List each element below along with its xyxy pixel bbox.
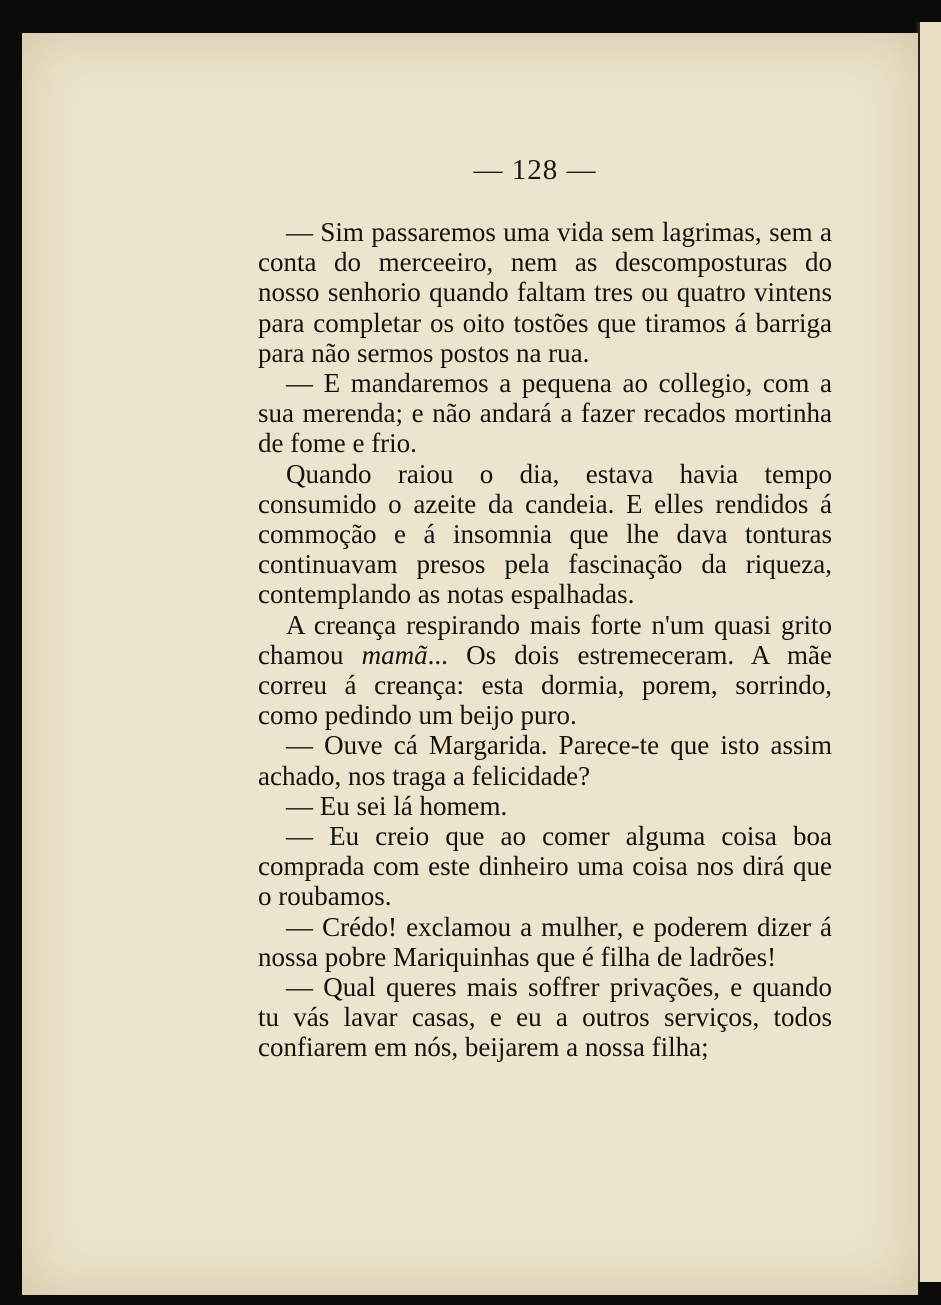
paragraph-4 [258,610,832,731]
paragraph-8: — Crédo! exclamou a mulher, e poderem dizer á nossa pobre Mariquinhas que é filha de ladrões! [258,911,832,972]
paragraph-1: — Sim passaremos uma vida sem lagrimas, sem a conta do merceeiro, nem as descomposturas do nosso senhorio quando faltam tres ou quatro vintens para completar os oito tostões que tiramos á barriga para não sermos postos na rua. [258,217,832,368]
page-number: — 128 — [473,154,597,186]
paragraph-4-end: ... Os dois estremeceram. A mãe correu á creança: esta dormia, porem, sorrindo, como pedindo um beijo puro. [258,639,832,731]
body-text [258,217,832,1063]
paragraph-9: — Qual queres mais soffrer privações, e quando tu vás lavar casas, e eu a outros serviços, todos confiarem em nós, beijarem a nossa filha; [258,972,832,1063]
paragraph-5: — Ouve cá Margarida. Parece-te que isto assim achado, nos traga a felicidade? [258,730,832,791]
paragraph-2: — E mandaremos a pequena ao collegio, com a sua merenda; e não andará a fazer recados mortinha de fome e frio. [258,368,832,459]
paragraph-4-italic-word: mamã [361,639,428,670]
paragraph-3: Quando raiou o dia, estava havia tempo consumido o azeite da candeia. E elles rendidos á commoção e á insomnia que lhe dava tonturas continuavam presos pela fascinação da riqueza, contemplando as notas espalhadas. [258,458,832,610]
paragraph-6: — Eu sei lá homem. [286,790,508,821]
next-page-edge [918,22,941,1282]
paragraph-7: — Eu creio que ao comer alguma coisa boa comprada com este dinheiro uma coisa nos dirá que o roubamos. [258,821,832,912]
paragraph-4-start: A creança respirando mais forte n'um quasi grito chamou [258,609,832,670]
